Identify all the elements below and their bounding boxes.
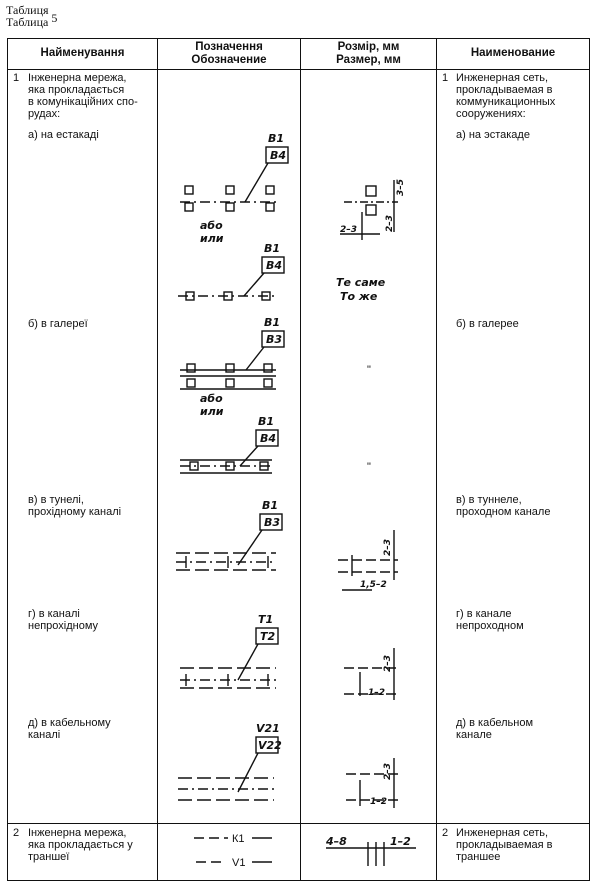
label-v21: V21 bbox=[256, 722, 280, 735]
header-designation-uk: Позначення bbox=[195, 41, 263, 53]
sub-d-uk-line1: д) в кабельному bbox=[28, 717, 111, 729]
dim-2-3-g: 2–3 bbox=[383, 654, 393, 672]
label-t1: Т1 bbox=[258, 613, 274, 626]
header-size-uk: Розмір, мм bbox=[337, 41, 400, 53]
label-or-ru-a: или bbox=[200, 232, 224, 245]
sub-v-uk-line1: в) в тунелі, bbox=[28, 494, 84, 506]
row2-name-uk bbox=[28, 827, 133, 863]
ditto-b2: " bbox=[367, 461, 371, 473]
dim-2-3: 2–3 bbox=[340, 225, 358, 235]
sub-d-uk bbox=[28, 717, 111, 741]
sub-a-uk: а) на естакаді bbox=[28, 129, 99, 141]
label-b3-v: В3 bbox=[264, 516, 281, 529]
label-b4-b2: В4 bbox=[260, 432, 277, 445]
row1-uk-line2: яка прокладається bbox=[28, 84, 125, 96]
row2-ru-line2: прокладываемая в bbox=[456, 839, 553, 851]
header-name-ru: Наименование bbox=[470, 47, 556, 59]
label-or-uk-b: або bbox=[200, 392, 223, 405]
sub-d-uk-line2: каналі bbox=[28, 729, 61, 741]
row2-ru-line3: траншее bbox=[456, 851, 501, 863]
row1-uk-line4: рудах: bbox=[28, 108, 61, 120]
label-or-uk-a: або bbox=[200, 219, 223, 232]
label-same-uk: Те саме bbox=[336, 276, 386, 289]
label-b1-b1: В1 bbox=[264, 316, 281, 329]
row1-uk-line3: в комунікаційних спо- bbox=[28, 96, 138, 108]
row2-uk-line1: Інженерна мережа, bbox=[28, 827, 127, 839]
caption-ru: Таблица bbox=[6, 15, 49, 29]
dim-2-3-tunnel: 2–3 bbox=[383, 538, 393, 556]
dim-2-3-d: 2–3 bbox=[383, 762, 393, 780]
sub-v-ru-line1: в) в туннеле, bbox=[456, 494, 522, 506]
label-k1: К1 bbox=[232, 833, 245, 845]
sub-a-ru: а) на эстакаде bbox=[456, 129, 530, 141]
row1-ru-line2: прокладываемая в bbox=[456, 84, 553, 96]
header-designation-ru: Обозначение bbox=[191, 54, 267, 66]
sub-g-ru-line1: г) в канале bbox=[456, 608, 512, 620]
row2-index-ru: 2 bbox=[442, 827, 449, 839]
dim-1-2-d: 1–2 bbox=[370, 797, 388, 807]
row1-ru-line3: коммуникационных bbox=[456, 96, 556, 108]
row1-ru-line1: Инженерная сеть, bbox=[456, 72, 549, 84]
row1-ru-line4: сооружениях: bbox=[456, 108, 526, 120]
row2-ru-line1: Инженерная сеть, bbox=[456, 827, 549, 839]
ditto-b1: " bbox=[367, 364, 371, 376]
sub-v-uk bbox=[28, 494, 121, 518]
label-b1-b2: В1 bbox=[258, 415, 275, 428]
header-size bbox=[301, 41, 436, 67]
row1-index-ru: 1 bbox=[442, 72, 449, 84]
dim-4-8: 4–8 bbox=[326, 835, 347, 848]
row1-uk-line1: Інженерна мережа, bbox=[28, 72, 127, 84]
sub-d-ru bbox=[456, 717, 533, 741]
sub-d-ru-line2: канале bbox=[456, 729, 492, 741]
sub-g-uk-line2: непрохідному bbox=[28, 620, 99, 632]
label-same-ru: То же bbox=[340, 290, 378, 303]
dim-2-3-v: 2–3 bbox=[385, 214, 395, 232]
table-grid bbox=[8, 39, 590, 881]
row2-index-uk: 2 bbox=[13, 827, 20, 839]
label-v1: V1 bbox=[232, 857, 246, 869]
row2-uk-line2: яка прокладається у bbox=[28, 839, 133, 851]
header-designation bbox=[158, 41, 300, 67]
dim-3-5: 3–5 bbox=[396, 178, 406, 196]
sub-b-uk: б) в галереї bbox=[28, 318, 88, 330]
label-b4-a2: В4 bbox=[266, 259, 283, 272]
dim-1-5-2: 1,5–2 bbox=[360, 580, 387, 590]
header-name-uk: Найменування bbox=[40, 47, 125, 59]
label-b1-a1: В1 bbox=[268, 132, 285, 145]
label-b1-v: В1 bbox=[262, 499, 279, 512]
sub-v-ru bbox=[456, 494, 550, 518]
dim-1-2-trench: 1–2 bbox=[390, 835, 411, 848]
label-or-ru-b: или bbox=[200, 405, 224, 418]
sub-g-uk bbox=[28, 608, 98, 632]
label-b4-a1: В4 bbox=[270, 149, 287, 162]
symbol-drawings bbox=[176, 147, 416, 866]
sub-g-ru bbox=[456, 608, 524, 632]
row1-index-uk: 1 bbox=[13, 72, 20, 84]
dim-1-2-g: 1–2 bbox=[368, 688, 386, 698]
sub-g-uk-line1: г) в каналі bbox=[28, 608, 80, 620]
sub-v-ru-line2: проходном канале bbox=[456, 506, 551, 518]
label-t2: Т2 bbox=[260, 630, 276, 643]
row2-name-ru bbox=[456, 827, 552, 863]
sub-d-ru-line1: д) в кабельном bbox=[456, 717, 534, 729]
label-b1-a2: В1 bbox=[264, 242, 281, 255]
sub-b-ru: б) в галерее bbox=[456, 318, 519, 330]
row2-uk-line3: траншеї bbox=[28, 851, 70, 863]
label-v22: V22 bbox=[258, 739, 282, 752]
header-size-ru: Размер, мм bbox=[336, 54, 401, 66]
row1-name-uk bbox=[28, 72, 138, 120]
caption-uk: Таблиця bbox=[6, 3, 49, 17]
row1-name-ru bbox=[456, 72, 555, 120]
caption-number: 5 bbox=[51, 11, 58, 25]
label-b3-b1: В3 bbox=[266, 333, 283, 346]
sub-g-ru-line2: непроходном bbox=[456, 620, 524, 632]
sub-v-uk-line2: прохідному каналі bbox=[28, 506, 122, 518]
